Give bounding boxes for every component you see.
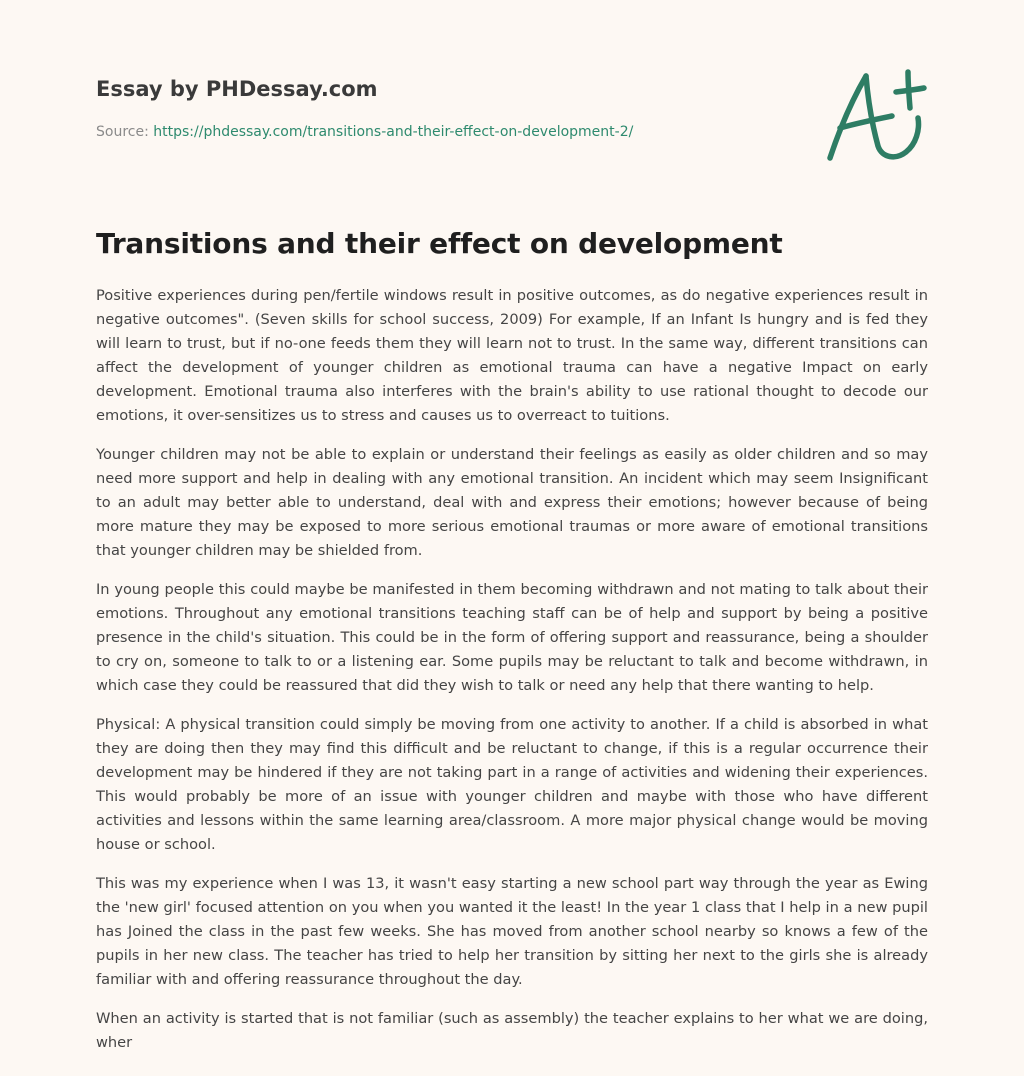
source-label: Source: xyxy=(96,124,149,140)
site-title: Essay by PHDessay.com xyxy=(96,77,378,101)
essay-body xyxy=(96,284,928,1070)
essay-title: Transitions and their effect on development xyxy=(96,227,783,260)
essay-paragraph: In young people this could maybe be manifested in them becoming withdrawn and not mating to talk about their emotions. Throughout any emotional transitions teaching staff can be of help and support by being a positive presence in the child's situation. This could be in the form of offering support and reassurance, being a shoulder to cry on, someone to talk to or a listening ear. Some pupils may be reluctant to talk and become withdrawn, in which case they could be reassured that did they wish to talk or need any help that there wanting to help. xyxy=(96,581,928,694)
essay-paragraph: This was my experience when I was 13, it wasn't easy starting a new school part way through the year as Ewing the 'new girl' focused attention on you when you wanted it the least! In the year 1 class that I help in a new pupil has Joined the class in the past few weeks. She has moved from another school nearby so knows a few of the pupils in her new class. The teacher has tried to help her transition by sitting her next to the girls she is already familiar with and offering reassurance throughout the day. xyxy=(96,875,928,988)
page-header xyxy=(96,72,796,142)
essay-paragraph: Younger children may not be able to explain or understand their feelings as easily as older children and so may need more support and help in dealing with any emotional transition. An incident which may seem Insignificant to an adult may better able to understand, deal with and express their emotions; however because of being more mature they may be exposed to more serious emotional traumas or more aware of emotional transitions that younger children may be shielded from. xyxy=(96,446,928,559)
source-line xyxy=(96,122,796,142)
essay-paragraph: Positive experiences during pen/fertile windows result in positive outcomes, as do negative experiences result in negative outcomes". (Seven skills for school success, 2009) For example, If an Infant Is hungry and is fed they will learn to trust, but if no-one feeds them they will learn not to trust. In the same way, different transitions can affect the development of younger children as emotional trauma can have a negative Impact on early development. Emotional trauma also interferes with the brain's ability to use rational thought to decode our emotions, it over-sensitizes us to stress and causes us to overreact to tuitions. xyxy=(96,287,928,424)
essay-paragraph: Physical: A physical transition could simply be moving from one activity to another. If a child is absorbed in what they are doing then they may find this difficult and be reluctant to change, if this is a regular occurrence their development may be hindered if they are not taking part in a range of activities and widening their experiences. This would probably be more of an issue with younger children and maybe with those who have different activities and lessons within the same learning area/classroom. A more major physical change would be moving house or school. xyxy=(96,716,928,853)
source-link[interactable]: https://phdessay.com/transitions-and-their-effect-on-development-2/ xyxy=(153,124,634,140)
essay-paragraph: When an activity is started that is not familiar (such as assembly) the teacher explains to her what we are doing, wher xyxy=(96,1010,928,1051)
a-plus-grade-icon xyxy=(818,66,928,166)
